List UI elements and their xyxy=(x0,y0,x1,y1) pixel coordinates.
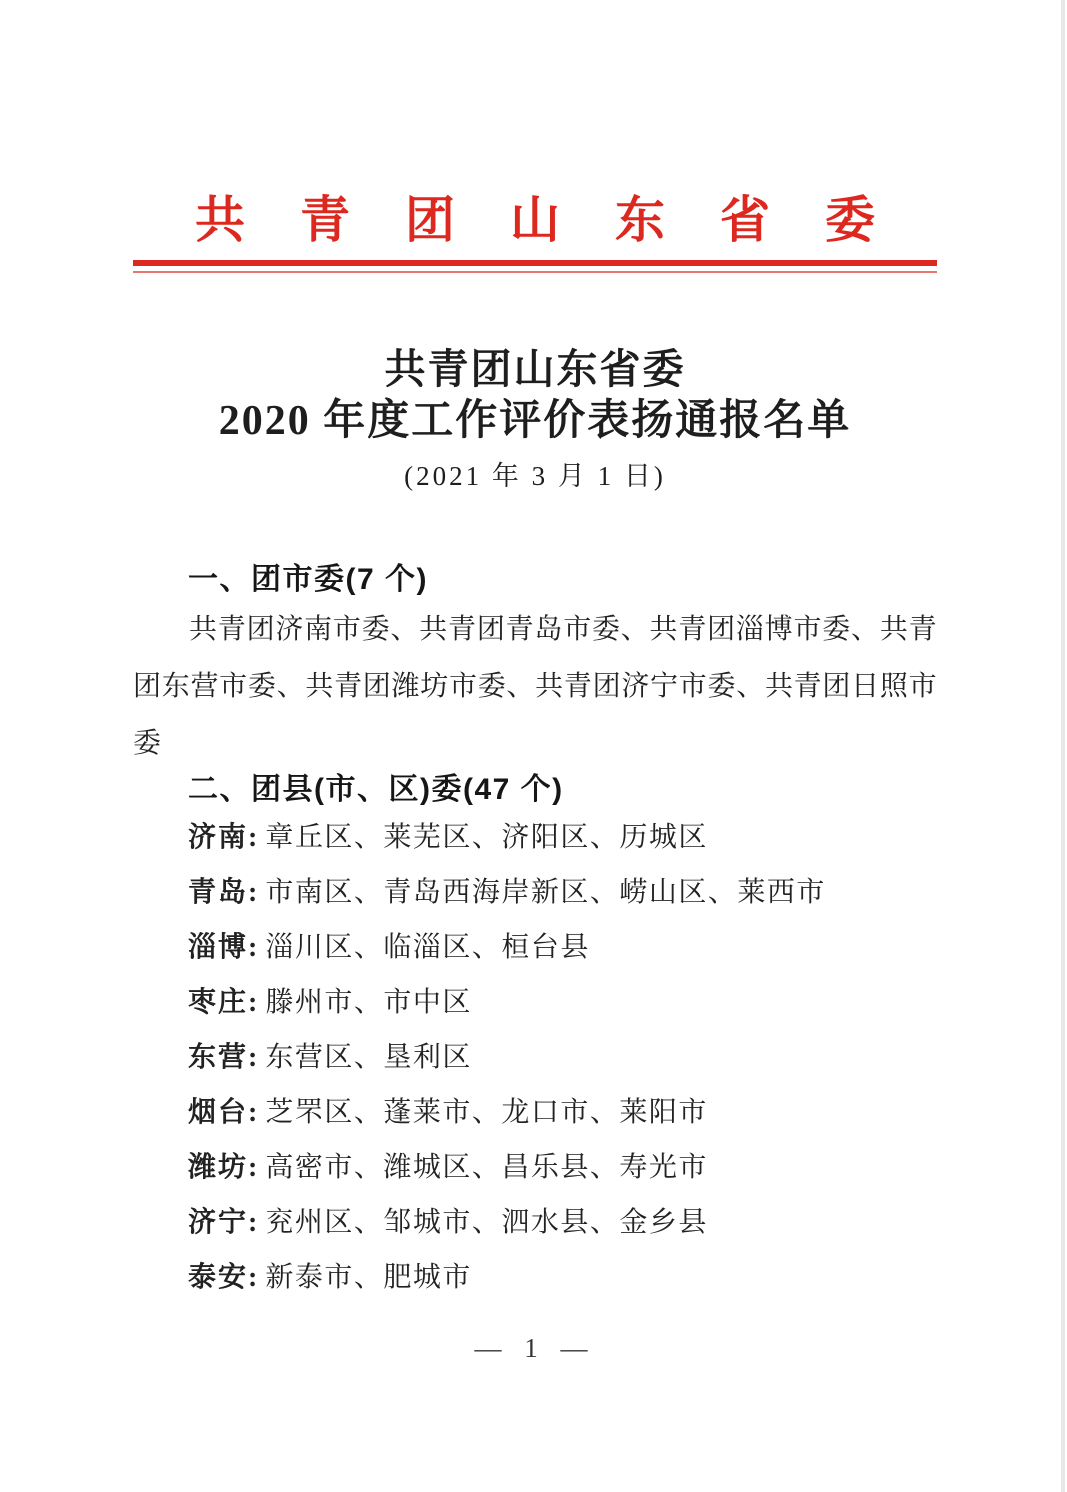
city-areas: 新泰市、肥城市 xyxy=(265,1262,472,1293)
city-areas: 滕州市、市中区 xyxy=(265,987,472,1018)
city-label: 潍坊: xyxy=(188,1152,260,1183)
letterhead-org-title: 共青团山东省委 xyxy=(195,192,930,248)
scan-edge-line xyxy=(1061,0,1065,1492)
city-areas: 兖州区、邹城市、泗水县、金乡县 xyxy=(265,1207,708,1238)
list-item xyxy=(188,865,948,920)
list-item xyxy=(188,1250,948,1305)
city-areas: 章丘区、莱芜区、济阳区、历城区 xyxy=(265,822,708,853)
document-title-line2: 2020 年度工作评价表扬通报名单 xyxy=(218,398,852,444)
city-areas: 东营区、垦利区 xyxy=(265,1042,472,1073)
letterhead-rule-thin xyxy=(133,271,937,273)
city-label: 济宁: xyxy=(188,1207,260,1238)
list-item xyxy=(188,1140,948,1195)
section-one-body: 共青团济南市委、共青团青岛市委、共青团淄博市委、共青团东营市委、共青团潍坊市委、共青团济宁市委、共青团日照市委 xyxy=(133,614,937,759)
city-areas: 高密市、潍城区、昌乐县、寿光市 xyxy=(265,1152,708,1183)
city-areas: 市南区、青岛西海岸新区、崂山区、莱西市 xyxy=(265,877,826,908)
list-item xyxy=(188,1085,948,1140)
city-label: 东营: xyxy=(188,1042,260,1073)
city-list xyxy=(188,810,948,1305)
city-label: 济南: xyxy=(188,822,260,853)
list-item xyxy=(188,1030,948,1085)
section-two-heading: 二、团县(市、区)委(47 个) xyxy=(188,773,564,806)
letterhead-rule-thick xyxy=(133,260,937,266)
list-item xyxy=(188,810,948,865)
city-areas: 芝罘区、蓬莱市、龙口市、莱阳市 xyxy=(265,1097,708,1128)
city-areas: 淄川区、临淄区、桓台县 xyxy=(265,932,590,963)
section-one-heading: 一、团市委(7 个) xyxy=(188,563,428,596)
city-label: 淄博: xyxy=(188,932,260,963)
list-item xyxy=(188,1195,948,1250)
document-title-line1: 共青团山东省委 xyxy=(384,346,686,392)
page-number: — 1 — xyxy=(474,1333,596,1363)
city-label: 烟台: xyxy=(188,1097,260,1128)
city-label: 泰安: xyxy=(188,1262,260,1293)
list-item xyxy=(188,920,948,975)
city-label: 枣庄: xyxy=(188,987,260,1018)
city-label: 青岛: xyxy=(188,877,260,908)
document-date: (2021 年 3 月 1 日) xyxy=(404,461,666,491)
list-item xyxy=(188,975,948,1030)
